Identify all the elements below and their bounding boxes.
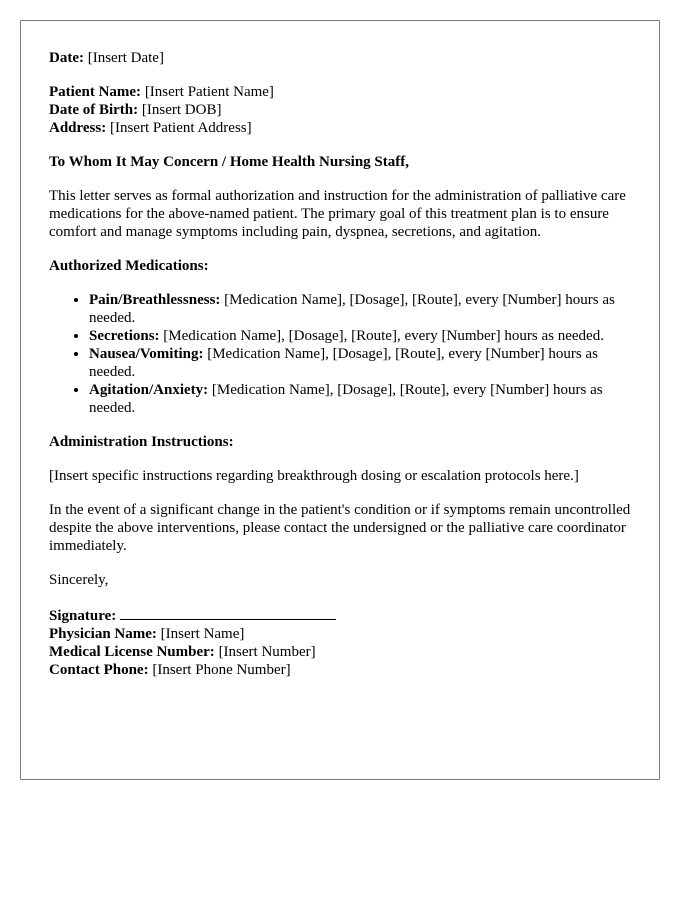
date-line xyxy=(49,49,631,67)
signature-block xyxy=(49,605,631,679)
medication-label: Agitation/Anxiety: xyxy=(89,382,209,398)
dob-line xyxy=(49,101,631,119)
medication-text: [Medication Name], [Dosage], [Route], every [Number] hours as needed. xyxy=(163,328,604,344)
date-block xyxy=(49,49,631,67)
closing-text: Sincerely, xyxy=(49,572,109,588)
license-line xyxy=(49,643,631,661)
medication-item-nausea xyxy=(89,345,631,381)
license-label: Medical License Number: xyxy=(49,644,215,660)
medication-text: [Medication Name], [Dosage], [Route], every [Number] hours as needed. xyxy=(89,292,615,326)
phone-label: Contact Phone: xyxy=(49,662,149,678)
medication-text: [Medication Name], [Dosage], [Route], every [Number] hours as needed. xyxy=(89,382,603,416)
dob-label: Date of Birth: xyxy=(49,102,139,118)
medication-label: Secretions: xyxy=(89,328,160,344)
license-value: [Insert Number] xyxy=(218,644,316,660)
administration-heading: Administration Instructions: xyxy=(49,434,234,450)
patient-name-line xyxy=(49,83,631,101)
medication-text: [Medication Name], [Dosage], [Route], every [Number] hours as needed. xyxy=(89,346,598,380)
date-label: Date: xyxy=(49,50,84,66)
physician-value: [Insert Name] xyxy=(160,626,245,642)
medication-item-secretions xyxy=(89,327,631,345)
signature-line xyxy=(49,605,631,625)
medication-item-agitation xyxy=(89,381,631,417)
salutation: To Whom It May Concern / Home Health Nursing Staff, xyxy=(49,154,409,170)
dob-value: [Insert DOB] xyxy=(141,102,222,118)
date-value: [Insert Date] xyxy=(87,50,164,66)
address-line xyxy=(49,119,631,137)
phone-value: [Insert Phone Number] xyxy=(152,662,291,678)
administration-text: [Insert specific instructions regarding breakthrough dosing or escalation protocols here.] xyxy=(49,468,579,484)
medications-list xyxy=(49,291,631,417)
medications-heading: Authorized Medications: xyxy=(49,258,209,274)
medication-label: Pain/Breathlessness: xyxy=(89,292,221,308)
letter-page xyxy=(20,20,660,780)
phone-line xyxy=(49,661,631,679)
physician-line xyxy=(49,625,631,643)
medication-item-pain xyxy=(89,291,631,327)
medication-label: Nausea/Vomiting: xyxy=(89,346,204,362)
intro-paragraph: This letter serves as formal authorization and instruction for the administration of palliative care medications for the above-named patient. The primary goal of this treatment plan is to ensure comfort and manage symptoms including pain, dyspnea, secretions, and agitation. xyxy=(49,188,626,240)
signature-label: Signature: xyxy=(49,608,117,624)
patient-info-block xyxy=(49,83,631,137)
signature-blank xyxy=(120,605,336,620)
patient-name-value: [Insert Patient Name] xyxy=(144,84,274,100)
patient-name-label: Patient Name: xyxy=(49,84,142,100)
contact-paragraph: In the event of a significant change in the patient's condition or if symptoms remain uncontrolled despite the above interventions, please contact the undersigned or the palliative care coordinator immediately. xyxy=(49,502,631,554)
physician-label: Physician Name: xyxy=(49,626,157,642)
address-label: Address: xyxy=(49,120,107,136)
address-value: [Insert Patient Address] xyxy=(109,120,252,136)
